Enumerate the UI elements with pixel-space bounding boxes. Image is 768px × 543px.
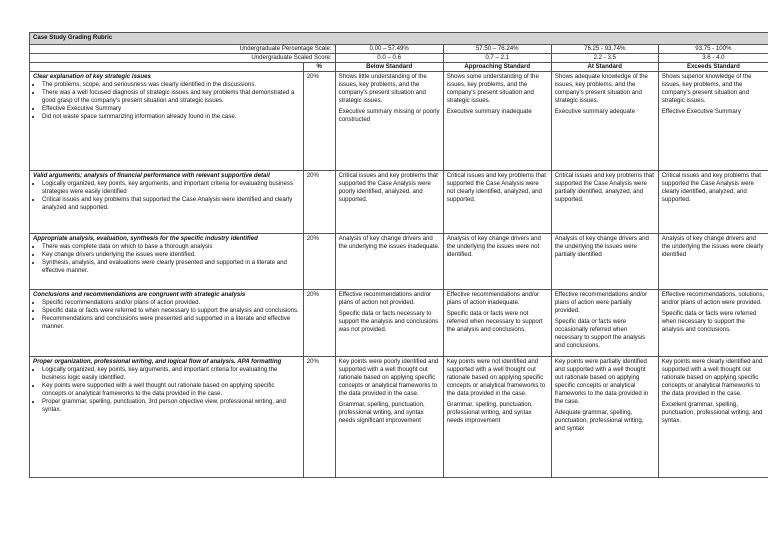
criterion-weight: 20% bbox=[303, 171, 335, 234]
cell-exceeds-standard bbox=[658, 171, 768, 234]
criterion-row bbox=[30, 72, 768, 171]
criterion-row bbox=[30, 234, 768, 290]
criterion-row bbox=[30, 290, 768, 357]
criterion-bullet: • The problems, scope, and seriousness was clearly identified in the discussions. bbox=[42, 81, 300, 89]
criterion-weight: 20% bbox=[303, 72, 335, 171]
cell-at-standard bbox=[551, 234, 658, 290]
criterion-cell bbox=[30, 234, 304, 290]
cell-approaching-standard bbox=[443, 290, 551, 357]
percent-header: % bbox=[303, 63, 335, 72]
cell-text: Shows superior knowledge of the issues, key problems, and the company's present situation and strategic issues. bbox=[661, 73, 752, 105]
cell-approaching-standard bbox=[443, 72, 551, 171]
criterion-row bbox=[30, 171, 768, 234]
cell-text: Grammar, spelling, punctuation, professional writing, and syntax needs improvement bbox=[446, 401, 533, 425]
level-exceeds-standard: Exceeds Standard bbox=[658, 63, 768, 72]
criterion-bullet: • Recommendations and conclusions were presented and supported in a literate and effective manner. bbox=[42, 315, 300, 331]
percentage-below: 0.00 – 57.49% bbox=[335, 45, 443, 54]
criterion-cell bbox=[30, 171, 304, 234]
cell-text: Shows some understanding of the issues, key problems, and the company's present situation and strategic issues. bbox=[446, 73, 539, 105]
cell-text: Effective recommendations, solutions, and/or plans of action were provided. bbox=[661, 291, 765, 307]
cell-text: Critical issues and key problems that supported the Case Analysis were partially identified, analyzed, and supported. bbox=[554, 172, 654, 204]
cell-exceeds-standard bbox=[658, 290, 768, 357]
cell-below-standard bbox=[335, 72, 443, 171]
level-at-standard: At Standard bbox=[551, 63, 658, 72]
cell-text: Key points were clearly identified and supported with a well thought out rationale based on applying specific concepts or analytical frameworks to the data provided in the case. bbox=[661, 358, 763, 398]
criterion-bullet: • Logically organized, key points, key arguments, and important criteria for evaluating the business logic easily identified. bbox=[42, 366, 300, 382]
criterion-title: Appropriate analysis, evaluation, synthesis for the specific industry identified bbox=[33, 235, 258, 243]
criterion-bullet: • Key change drivers underlying the issues were identified. bbox=[42, 251, 300, 259]
cell-below-standard bbox=[335, 357, 443, 478]
cell-text: Specific data or facts were occasionally referred when necessary to support the analysis and conclusions. bbox=[554, 318, 646, 350]
criterion-bullets bbox=[33, 81, 300, 121]
percentage-exceeds: 93.75 - 100% bbox=[658, 45, 768, 54]
criterion-bullet: • Specific recommendations and/or plans of action provided. bbox=[42, 299, 300, 307]
criterion-title: Valid arguments; analysis of financial performance with relevant supportive detail bbox=[33, 172, 270, 180]
scaled-at: 2.2 - 3.5 bbox=[551, 54, 658, 63]
criterion-bullet: • Critical issues and key problems that supported the Case Analysis were identified and clearly analyzed and supported. bbox=[42, 196, 300, 212]
cell-approaching-standard bbox=[443, 234, 551, 290]
cell-approaching-standard bbox=[443, 357, 551, 478]
cell-text: Specific data or facts were not referred when necessary to support the analysis and conclusions. bbox=[446, 310, 543, 334]
criterion-bullet: • Proper grammar, spelling, punctuation, 3rd person objective view, professional writing, and syntax. bbox=[42, 398, 300, 414]
cell-text: Effective recommendations and/or plans of action were partially provided. bbox=[554, 291, 648, 315]
rubric-table bbox=[29, 32, 768, 478]
percentage-scale-row bbox=[30, 45, 768, 54]
cell-text: Executive summary inadequate bbox=[446, 108, 532, 116]
cell-text: Adequate grammar, spelling, punctuation, professional writing, and syntax bbox=[554, 409, 644, 433]
cell-text: Effective recommendations and/or plans of action not provided. bbox=[338, 291, 431, 307]
criterion-cell bbox=[30, 72, 304, 171]
percentage-approaching: 57.50 – 76.24% bbox=[443, 45, 551, 54]
criterion-bullets bbox=[33, 180, 300, 212]
cell-text: Shows adequate knowledge of the issues, key problems, and the company's present situation and strategic issues. bbox=[554, 73, 648, 105]
criterion-bullet: • There was complete data on which to base a thorough analysis bbox=[42, 243, 300, 251]
cell-text: Critical issues and key problems that supported the Case Analysis were poorly identified, analyzed, and supported. bbox=[338, 172, 438, 204]
criterion-weight: 20% bbox=[303, 234, 335, 290]
criterion-weight: 20% bbox=[303, 290, 335, 357]
cell-at-standard bbox=[551, 72, 658, 171]
cell-text: Key points were poorly identified and supported with a well thought out rationale based on applying specific concepts or analytical frameworks to the data provided in the case. bbox=[338, 358, 439, 398]
scaled-approaching: 0.7 – 2.1 bbox=[443, 54, 551, 63]
level-approaching-standard: Approaching Standard bbox=[443, 63, 551, 72]
cell-text: Effective recommendations and/or plans of action inadequate. bbox=[446, 291, 540, 307]
cell-text: Executive summary missing or poorly constructed bbox=[338, 108, 440, 124]
rubric-title: Case Study Grading Rubric bbox=[30, 33, 768, 45]
scaled-score-label: Undergraduate Scaled Score: bbox=[30, 54, 336, 63]
cell-text: Analysis of key change drivers and the underlying the issues were partially identified bbox=[554, 235, 649, 259]
criterion-bullets bbox=[33, 366, 300, 414]
cell-below-standard bbox=[335, 171, 443, 234]
percentage-at: 76.25 - 93.74% bbox=[551, 45, 658, 54]
cell-text: Executive summary adequate bbox=[554, 108, 636, 116]
cell-text: Specific data or facts necessary to support the analysis and conclusions was not provided. bbox=[338, 310, 439, 334]
cell-at-standard bbox=[551, 357, 658, 478]
criterion-cell bbox=[30, 357, 304, 478]
cell-text: Critical issues and key problems that supported the Case Analysis were not clearly identified, analyzed, and supported. bbox=[446, 172, 546, 204]
criterion-bullet: • Logically organized, key points, key arguments, and important criteria for evaluating business strategies were easily identified bbox=[42, 180, 300, 196]
criterion-bullets bbox=[33, 243, 300, 275]
criterion-title: Proper organization, professional writing, and logical flow of analysis. APA formatting bbox=[33, 358, 282, 366]
criterion-title: Clear explanation of key strategic issues bbox=[33, 73, 151, 81]
criteria-header-blank bbox=[30, 63, 304, 72]
cell-at-standard bbox=[551, 171, 658, 234]
cell-exceeds-standard bbox=[658, 234, 768, 290]
cell-text: Critical issues and key problems that supported the Case Analysis were clearly identified, analyzed, and supported. bbox=[661, 172, 761, 204]
criterion-bullet: • Effective Executive Summary bbox=[42, 105, 300, 113]
level-below-standard: Below Standard bbox=[335, 63, 443, 72]
criterion-bullets bbox=[33, 299, 300, 331]
criterion-bullet: • Synthesis, analysis, and evaluations were clearly presented and supported in a literate and effective manner. bbox=[42, 259, 300, 275]
criterion-bullet: • Key points were supported with a well thought out rationale based on applying specific concepts or analytical frameworks to the data provided in the case. bbox=[42, 382, 300, 398]
scaled-below: 0.0 – 0.6 bbox=[335, 54, 443, 63]
scaled-score-row bbox=[30, 54, 768, 63]
cell-below-standard bbox=[335, 234, 443, 290]
cell-text: Grammar, spelling, punctuation, professional writing, and syntax needs significant improvement bbox=[338, 401, 425, 425]
cell-exceeds-standard bbox=[658, 72, 768, 171]
cell-text: Key points were not identified and supported with a well thought out rationale based on applying specific concepts or analytical frameworks to the data provided in the case. bbox=[446, 358, 546, 398]
cell-exceeds-standard bbox=[658, 357, 768, 478]
cell-text: Analysis of key change drivers and the underlying the issues inadequate. bbox=[338, 235, 440, 251]
criterion-bullet: • There was a well focused diagnosis of strategic issues and key problems that demonstrated a good grasp of the company's present situation and strategic issues. bbox=[42, 89, 300, 105]
criterion-bullet: • Specific data or facts were referred to when necessary to support the analysis and conclusions. bbox=[42, 307, 300, 315]
cell-text: Analysis of key change drivers and the underlying the issues were clearly identified bbox=[661, 235, 764, 259]
criterion-row bbox=[30, 357, 768, 478]
cell-text: Excellent grammar, spelling, punctuation, professional writing, and syntax. bbox=[661, 401, 763, 425]
cell-text: Analysis of key change drivers and the underlying the issues were not identified. bbox=[446, 235, 541, 259]
level-header-row bbox=[30, 63, 768, 72]
cell-below-standard bbox=[335, 290, 443, 357]
cell-text: Shows little understanding of the issues, key problems, and the company's present situation and strategic issues. bbox=[338, 73, 427, 105]
cell-text: Specific data or facts were referred when necessary to support the analysis and conclusions. bbox=[661, 310, 757, 334]
criterion-title: Conclusions and recommendations are congruent with strategic analysis bbox=[33, 291, 246, 299]
scaled-exceeds: 3.6 - 4.0 bbox=[658, 54, 768, 63]
cell-approaching-standard bbox=[443, 171, 551, 234]
title-row bbox=[30, 33, 768, 45]
cell-text: Effective Executive Summary bbox=[661, 108, 741, 116]
cell-at-standard bbox=[551, 290, 658, 357]
cell-text: Key points were partially identified and supported with a well thought out rationale based on applying specific concepts or analytical frameworks to the data provided in the case. bbox=[554, 358, 649, 406]
percentage-scale-label: Undergraduate Percentage Scale: bbox=[30, 45, 336, 54]
criterion-bullet: • Did not waste space summarizing information already found in the case. bbox=[42, 113, 300, 121]
criterion-weight: 20% bbox=[303, 357, 335, 478]
criterion-cell bbox=[30, 290, 304, 357]
